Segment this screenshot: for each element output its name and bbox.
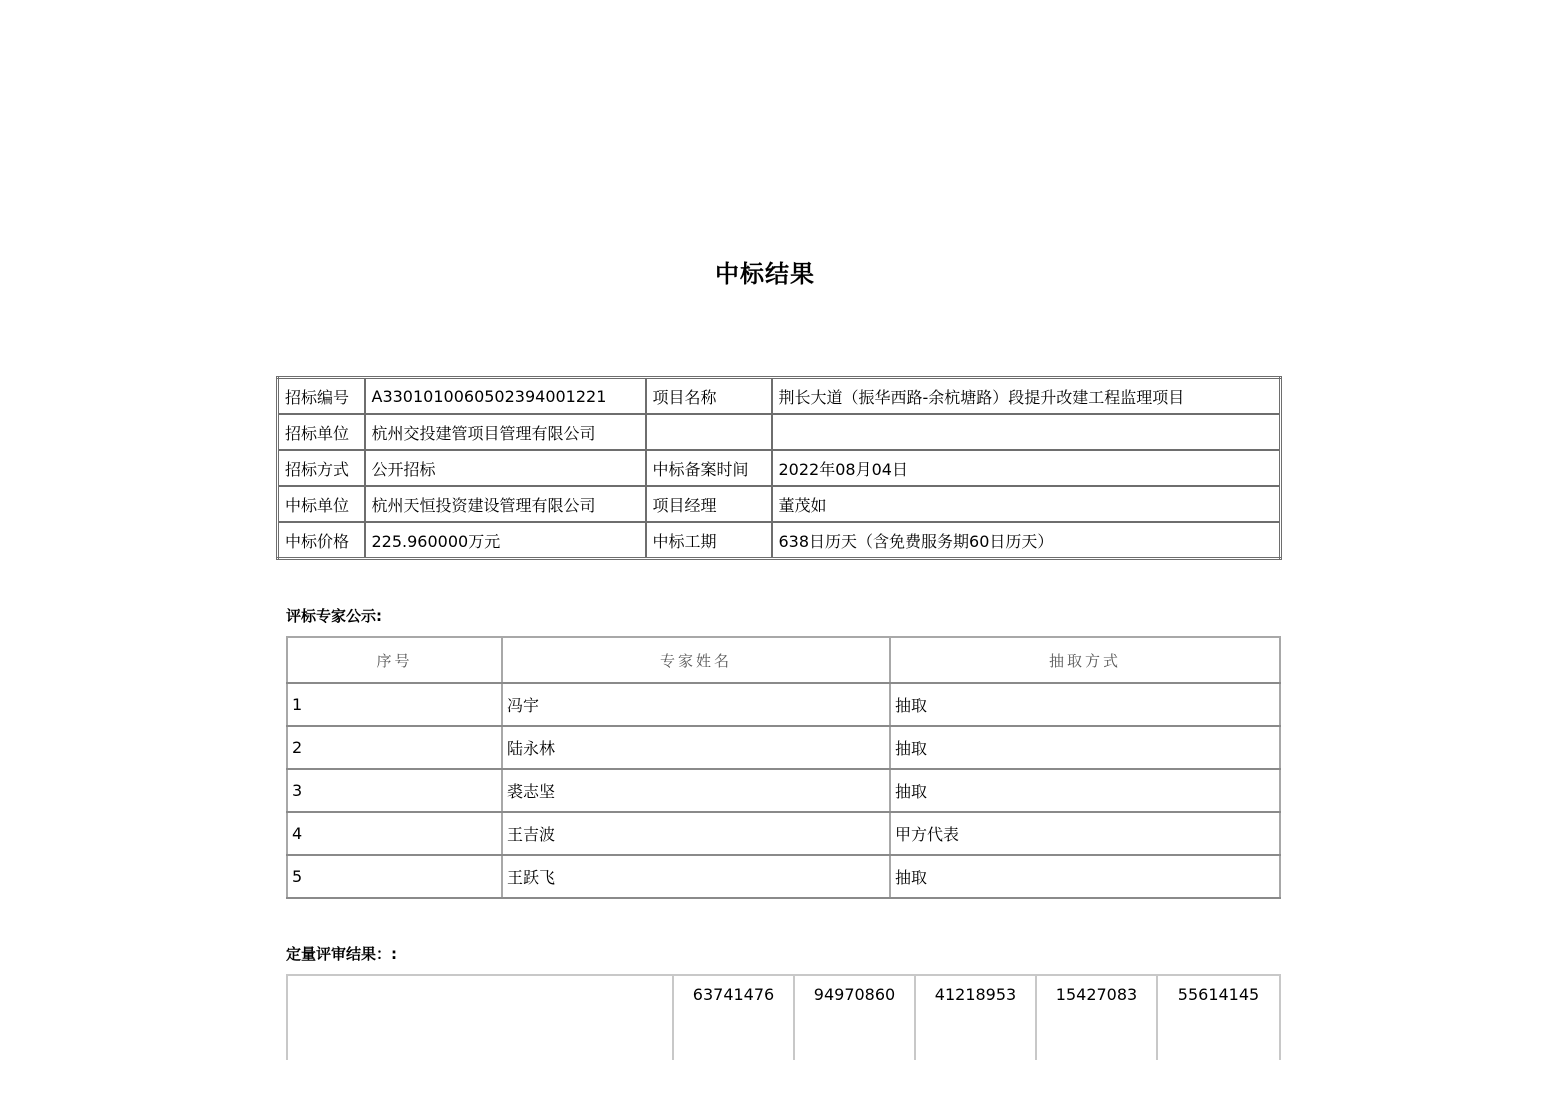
info-row [278, 522, 1281, 559]
expert-row [287, 812, 1280, 855]
expert-row [287, 855, 1280, 898]
header-expert-name: 专家姓名 [502, 637, 890, 683]
expert-method-cell: 抽取 [890, 855, 1280, 898]
info-label-cell: 招标方式 [278, 450, 365, 486]
expert-name-cell: 裘志坚 [502, 769, 890, 812]
experts-header-row [287, 637, 1280, 683]
expert-method-cell: 抽取 [890, 726, 1280, 769]
expert-row [287, 769, 1280, 812]
expert-method-cell: 抽取 [890, 683, 1280, 726]
tender-info-table [276, 376, 1282, 560]
info-value-cell: 董茂如 [772, 486, 1281, 522]
info-value-cell: 公开招标 [365, 450, 646, 486]
header-seq: 序号 [287, 637, 502, 683]
info-row [278, 414, 1281, 450]
info-label-cell: 项目经理 [646, 486, 772, 522]
info-row [278, 450, 1281, 486]
expert-seq-cell: 3 [287, 769, 502, 812]
info-label-cell: 中标价格 [278, 522, 365, 559]
expert-method-cell: 甲方代表 [890, 812, 1280, 855]
expert-seq-cell: 1 [287, 683, 502, 726]
experts-table [286, 636, 1281, 899]
info-label-cell: 中标备案时间 [646, 450, 772, 486]
expert-row [287, 683, 1280, 726]
header-selection-method: 抽取方式 [890, 637, 1280, 683]
info-label-cell [646, 414, 772, 450]
info-value-cell: 荆长大道（振华西路-余杭塘路）段提升改建工程监理项目 [772, 378, 1281, 415]
expert-method-cell: 抽取 [890, 769, 1280, 812]
info-row [278, 378, 1281, 415]
scores-bidder-code-cell: 94970860 [794, 975, 915, 1060]
scores-section-label: 定量评审结果：: [286, 945, 397, 963]
expert-name-cell: 冯宇 [502, 683, 890, 726]
info-label-cell: 中标工期 [646, 522, 772, 559]
info-value-cell [772, 414, 1281, 450]
expert-seq-cell: 5 [287, 855, 502, 898]
info-value-cell: A3301010060502394001221 [365, 378, 646, 415]
info-label-cell: 招标单位 [278, 414, 365, 450]
info-value-cell: 2022年08月04日 [772, 450, 1281, 486]
scores-bidder-code-cell: 15427083 [1036, 975, 1157, 1060]
info-value-cell: 638日历天（含免费服务期60日历天） [772, 522, 1281, 559]
scores-bidder-code-cell: 41218953 [915, 975, 1036, 1060]
expert-name-cell: 王跃飞 [502, 855, 890, 898]
expert-name-cell: 陆永林 [502, 726, 890, 769]
scores-corner-cell [287, 975, 673, 1060]
scores-table [286, 974, 1281, 1060]
info-value-cell: 杭州天恒投资建设管理有限公司 [365, 486, 646, 522]
expert-name-cell: 王吉波 [502, 812, 890, 855]
info-label-cell: 项目名称 [646, 378, 772, 415]
expert-row [287, 726, 1280, 769]
info-row [278, 486, 1281, 522]
experts-section-label: 评标专家公示: [286, 607, 382, 625]
scores-bidder-code-cell: 63741476 [673, 975, 794, 1060]
scores-bidder-code-cell: 55614145 [1157, 975, 1280, 1060]
info-value-cell: 杭州交投建管项目管理有限公司 [365, 414, 646, 450]
page-title: 中标结果 [715, 260, 815, 288]
scores-header-row [287, 975, 1280, 1060]
info-label-cell: 招标编号 [278, 378, 365, 415]
info-label-cell: 中标单位 [278, 486, 365, 522]
expert-seq-cell: 2 [287, 726, 502, 769]
info-value-cell: 225.960000万元 [365, 522, 646, 559]
expert-seq-cell: 4 [287, 812, 502, 855]
